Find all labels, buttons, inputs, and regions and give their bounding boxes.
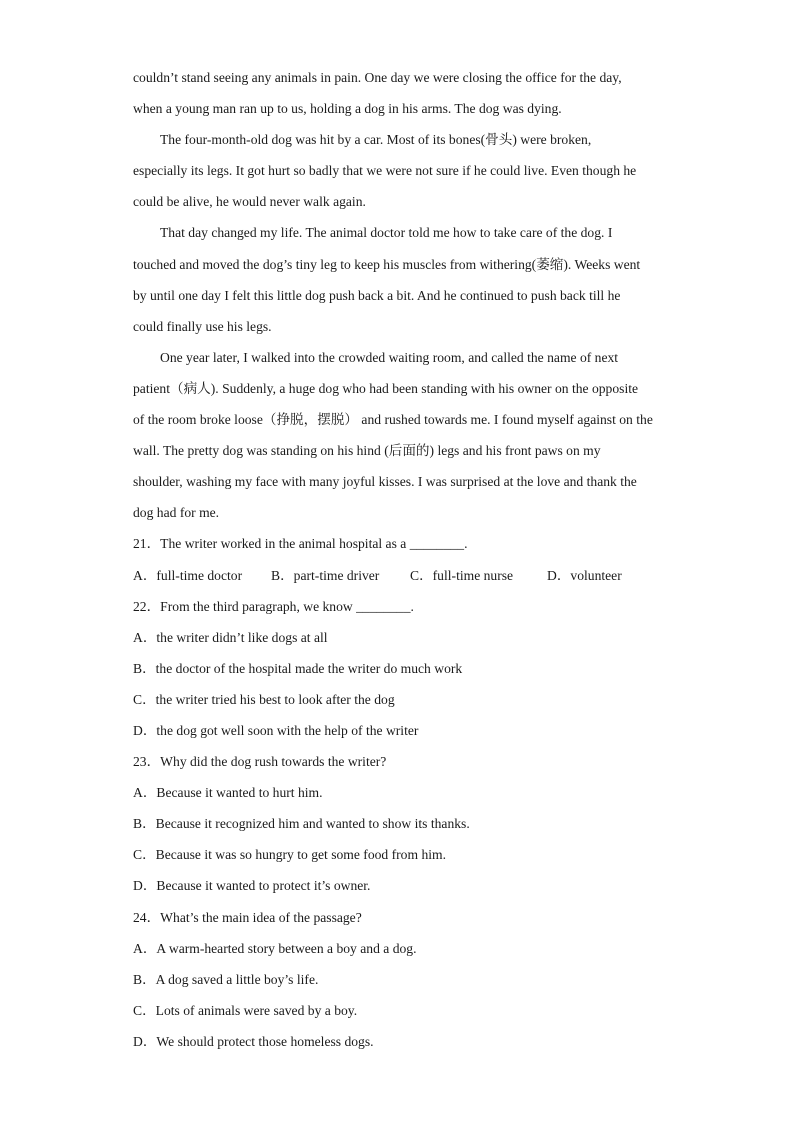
option-b: B．Because it recognized him and wanted to show its thanks. bbox=[133, 816, 470, 832]
passage-line: That day changed my life. The animal doctor told me how to take care of the dog. I bbox=[160, 225, 613, 241]
question-stem: 22．From the third paragraph, we know ________. bbox=[133, 598, 414, 614]
option-row bbox=[133, 560, 668, 591]
option-c: C．the writer tried his best to look after the dog bbox=[133, 691, 395, 707]
option-a: A．full-time doctor bbox=[133, 567, 243, 583]
passage-line: shoulder, washing my face with many joyful kisses. I was surprised at the love and thank the bbox=[133, 474, 637, 490]
passage-line: of the room broke loose（挣脱，摆脱） and rushed towards me. I found myself against on the bbox=[133, 412, 653, 428]
passage-line: wall. The pretty dog was standing on his hind (后面的) legs and his front paws on my bbox=[133, 443, 601, 459]
passage-line: One year later, I walked into the crowded waiting room, and called the name of next bbox=[160, 349, 619, 365]
option-c: C．Lots of animals were saved by a boy. bbox=[133, 1002, 358, 1018]
question-stem: 23．Why did the dog rush towards the writer? bbox=[133, 754, 387, 770]
passage-line: The four-month-old dog was hit by a car. Most of its bones(骨头) were broken, bbox=[160, 132, 592, 148]
question-22 bbox=[133, 591, 668, 746]
passage-line: could finally use his legs. bbox=[133, 318, 272, 334]
question-stem: 24．What’s the main idea of the passage? bbox=[133, 909, 362, 925]
option-d: D．volunteer bbox=[547, 567, 622, 583]
passage-line: could be alive, he would never walk again. bbox=[133, 194, 366, 210]
passage-line: by until one day I felt this little dog push back a bit. And he continued to push back till he bbox=[133, 287, 621, 303]
option-c: C．full-time nurse bbox=[410, 567, 514, 583]
option-b: B．A dog saved a little boy’s life. bbox=[133, 971, 319, 987]
option-d: D．the dog got well soon with the help of the writer bbox=[133, 722, 419, 738]
question-stem: 21．The writer worked in the animal hospital as a ________. bbox=[133, 536, 468, 552]
question-23 bbox=[133, 746, 668, 901]
reading-passage bbox=[133, 62, 668, 528]
option-a: A．the writer didn’t like dogs at all bbox=[133, 629, 328, 645]
question-21 bbox=[133, 528, 668, 590]
option-b: B．part-time driver bbox=[271, 567, 380, 583]
option-b: B．the doctor of the hospital made the writer do much work bbox=[133, 660, 463, 676]
passage-line: touched and moved the dog’s tiny leg to keep his muscles from withering(萎缩). Weeks went bbox=[133, 256, 641, 272]
passage-line: dog had for me. bbox=[133, 505, 220, 521]
option-d: D．Because it wanted to protect it’s owner. bbox=[133, 878, 371, 894]
option-d: D．We should protect those homeless dogs. bbox=[133, 1033, 374, 1049]
question-24 bbox=[133, 902, 668, 1057]
passage-line: patient（病人). Suddenly, a huge dog who had been standing with his owner on the opposite bbox=[133, 380, 639, 396]
option-a: A．Because it wanted to hurt him. bbox=[133, 785, 323, 801]
document-page bbox=[133, 62, 668, 1057]
passage-line: when a young man ran up to us, holding a dog in his arms. The dog was dying. bbox=[133, 101, 562, 117]
passage-line: couldn’t stand seeing any animals in pain. One day we were closing the office for the day, bbox=[133, 70, 622, 85]
passage-line: especially its legs. It got hurt so badly that we were not sure if he could live. Even though he bbox=[133, 163, 637, 179]
option-a: A．A warm-hearted story between a boy and a dog. bbox=[133, 940, 417, 956]
option-c: C．Because it was so hungry to get some food from him. bbox=[133, 847, 446, 863]
